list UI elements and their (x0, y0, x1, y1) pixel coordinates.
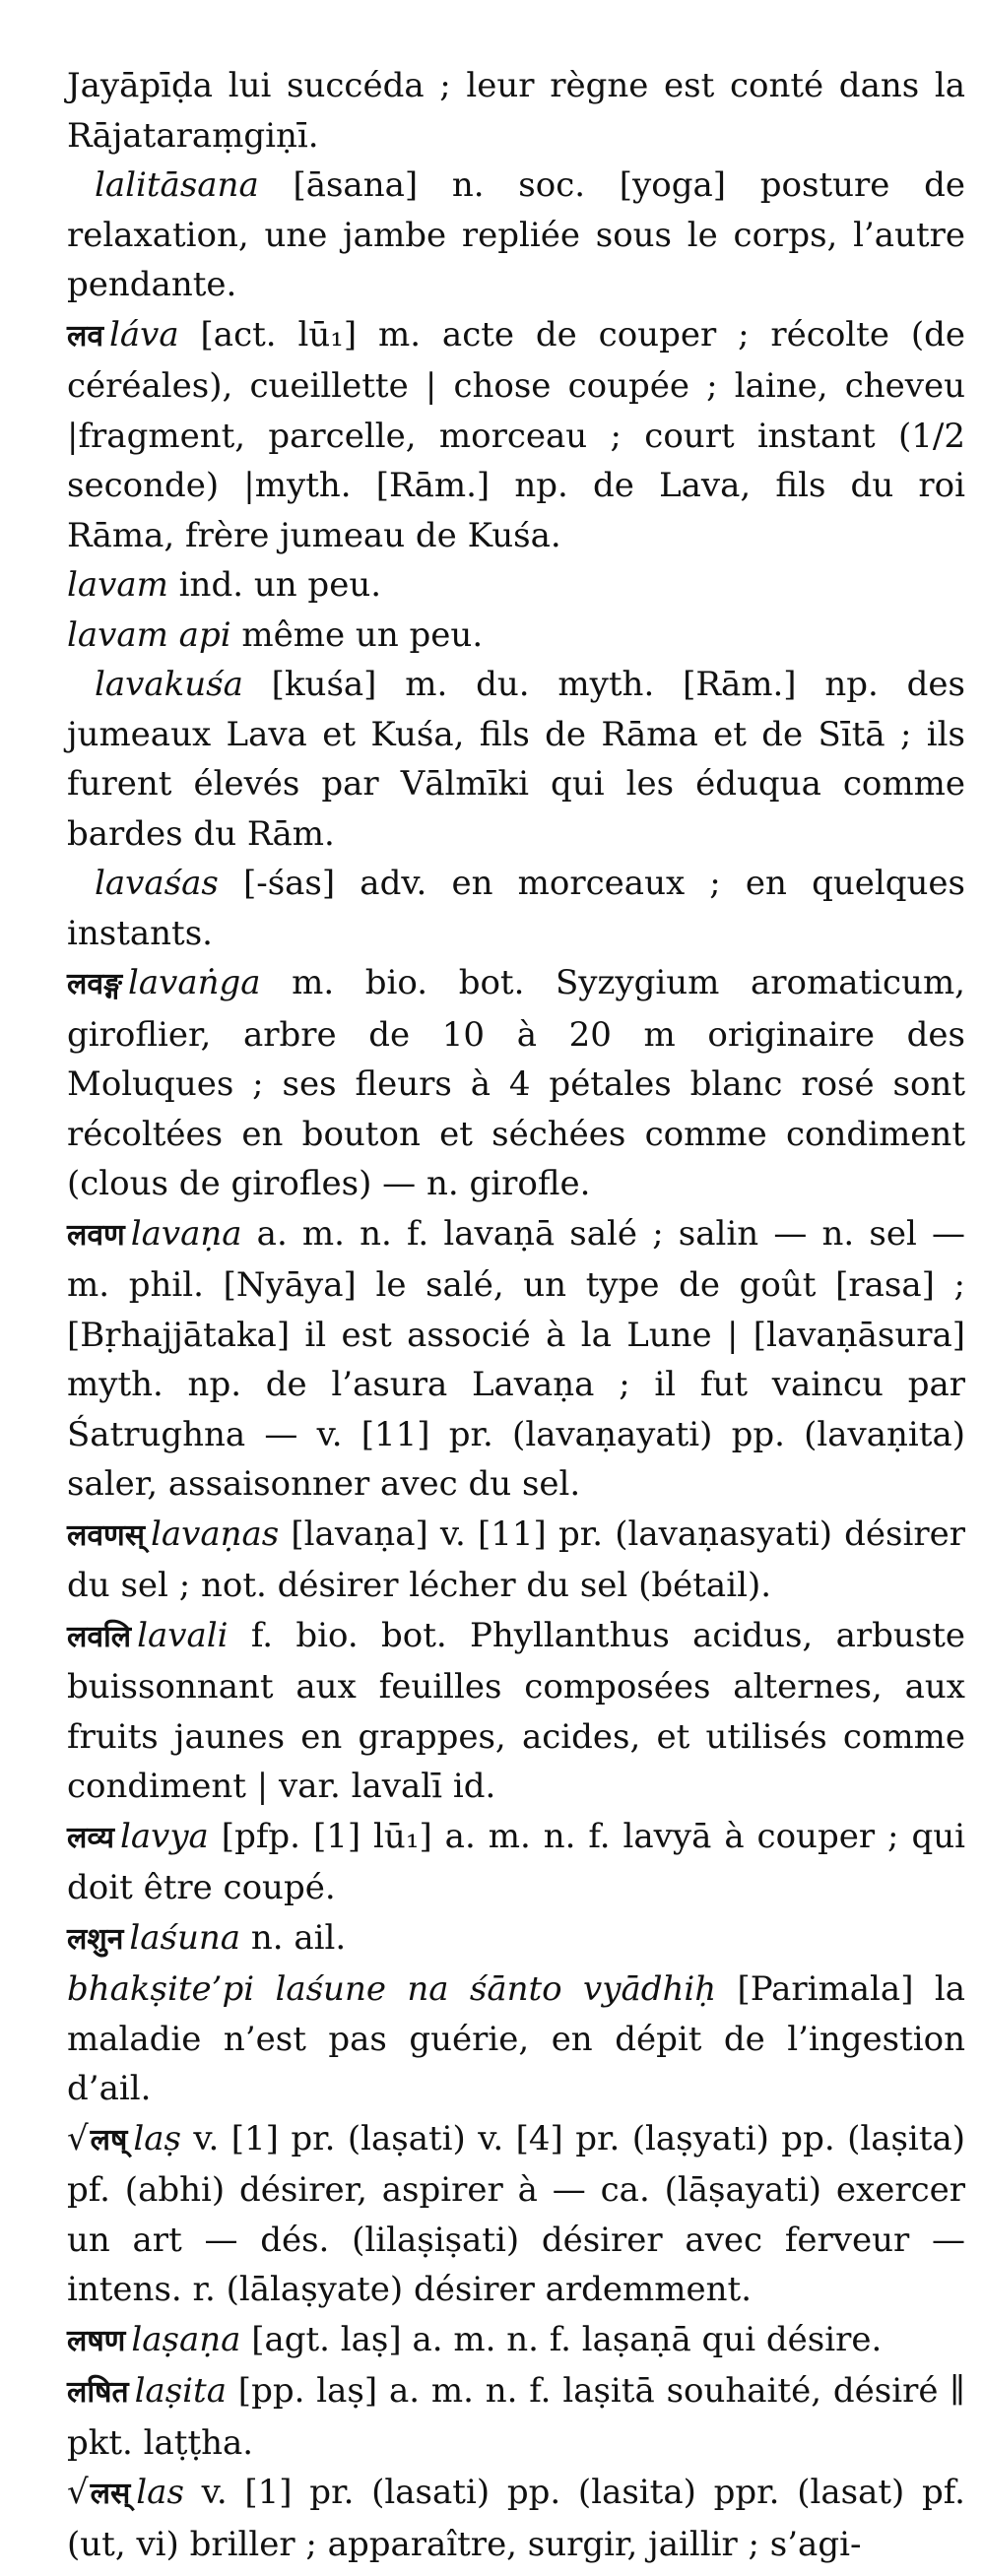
entry-lavana (67, 1209, 965, 1510)
devanagari-headword: लस् (90, 2477, 131, 2511)
entry-lavam (67, 560, 965, 611)
entry-bhaksite-quote (67, 1964, 965, 2114)
entry-text: même un peu. (230, 614, 484, 655)
devanagari-headword: लव (67, 318, 104, 354)
headword: lavaṇa (130, 1213, 242, 1254)
devanagari-headword: लशुन (67, 1921, 124, 1957)
entry-text: f. bio. bot. Phyllanthus acidus, arbuste buissonnant aux feuilles composées alternes, aux fruits jaunes en grappes, acides, et utilisés comme condiment | var. lavalī id. (67, 1615, 965, 1806)
entry-text: [āsana] n. soc. [yoga] posture de relaxation, une jambe repliée sous le corps, l’autre pendante. (67, 165, 965, 304)
entry-text: a. m. n. f. lavaṇā salé ; salin — n. sel — m. phil. [Nyāya] le salé, un type de goût [rasa] ; [Bṛhajjātaka] il est associé à la Lune | [lavaṇāsura] myth. np. de l’asura Lavaṇa ; il fut vaincu par Śatrughna — v. [11] pr. (lavaṇayati) pp. (lavaṇita) saler, assaisonner avec du sel. (67, 1213, 965, 1504)
entry-text: [pfp. [1] lū₁] a. m. n. f. lavyā à couper ; qui doit être coupé. (67, 1816, 965, 1907)
entry-las-root-2 (67, 2468, 965, 2569)
entry-text: m. bio. bot. Syzygium aromaticum, giroflier, arbre de 10 à 20 m originaire des Moluques ; ses fleurs à 4 pétales blanc rosé sont récoltées en bouton et séchées comme condiment (clous de girofles) — n. girofle. (67, 963, 965, 1203)
headword: bhakṣite’pi laśune na śānto vyādhiḥ (67, 1969, 717, 2009)
entry-text: [Parimala] la maladie n’est pas guérie, en dépit de l’ingestion d’ail. (67, 1969, 965, 2108)
entry-lavakusa (67, 660, 965, 859)
entry-text: v. [1] pr. (lasati) pp. (lasita) ppr. (lasat) pf. (ut, vi) briller ; apparaître, surgir, jaillir ; s’agi- (67, 2473, 965, 2564)
entry-lavasas (67, 859, 965, 958)
entry-lavam-api (67, 611, 965, 661)
headword: lavaṅga (128, 963, 261, 1002)
devanagari-headword: लष् (90, 2122, 128, 2157)
entry-text: [act. lū₁] m. acte de couper ; récolte (de céréales), cueillette | chose coupée ; laine, cheveu |fragment, parcelle, morceau ; court instant (1/2 seconde) |myth. [Rām.] np. de Lava, fils du roi Rāma, frère jumeau de Kuśa. (67, 314, 965, 555)
entry-text: [lavaṇa] v. [11] pr. (lavaṇasyati) désirer du sel ; not. désirer lécher du sel (bétail). (67, 1513, 965, 1605)
entry-text: ind. un peu. (167, 565, 382, 605)
entry-lasuna (67, 1913, 965, 1965)
devanagari-headword: लव्य (67, 1820, 114, 1855)
devanagari-headword: लषित (67, 2375, 129, 2410)
headword: lavam api (67, 614, 231, 655)
root-sign-icon: √ (67, 2118, 89, 2158)
headword: lavaśas (95, 864, 219, 903)
entry-text: [kuśa] m. du. myth. [Rām.] np. des jumeaux Lava et Kuśa, fils de Rāma et de Sītā ; ils furent élevés par Vālmīki qui les éduqua comme bardes du Rām. (67, 665, 965, 854)
headword: láva (109, 314, 179, 354)
entry-text: Jayāpīḍa lui succéda ; leur règne est conté dans la Rājataraṃgiṇī. (67, 66, 965, 156)
headword: lavam (67, 565, 168, 605)
entry-lava (67, 310, 965, 561)
entry-lavanga (67, 958, 965, 1209)
devanagari-headword: लषण (67, 2323, 126, 2358)
headword: laṣita (134, 2371, 227, 2411)
headword: las (136, 2473, 184, 2512)
entry-text: [pp. laṣ] a. m. n. f. laṣitā souhaité, désiré ∥ pkt. laṭṭha. (67, 2371, 965, 2463)
entry-continuation (67, 61, 965, 161)
entry-lasana (67, 2315, 965, 2367)
dictionary-page (67, 61, 965, 2569)
entry-lalitasana (67, 161, 965, 310)
entry-text: n. ail. (240, 1917, 347, 1958)
devanagari-headword: लवलि (67, 1619, 132, 1654)
entry-las-root (67, 2114, 965, 2315)
headword: laśuna (129, 1917, 241, 1958)
devanagari-headword: लवणस् (67, 1517, 145, 1553)
devanagari-headword: लवण (67, 1217, 125, 1253)
entry-text: v. [1] pr. (laṣati) v. [4] pr. (laṣyati) pp. (laṣita) pf. (abhi) désirer, aspirer à — ca. (lāṣayati) exercer un art — dés. (lilaṣiṣati) désirer avec ferveur — intens. r. (lālaṣyate) désirer ardemment. (67, 2118, 965, 2309)
headword: lalitāsana (95, 165, 259, 205)
headword: laṣaṇa (131, 2319, 241, 2359)
entry-lasita (67, 2366, 965, 2468)
devanagari-headword: लवङ्ग (67, 967, 123, 1001)
headword: lavakuśa (95, 665, 243, 704)
headword: lavali (137, 1615, 229, 1655)
entry-lavali (67, 1611, 965, 1812)
headword: lavaṇas (151, 1513, 280, 1554)
headword: lavya (120, 1816, 209, 1856)
root-sign-icon: √ (67, 2473, 89, 2512)
headword: laṣ (133, 2118, 181, 2158)
entry-lavanas (67, 1510, 965, 1611)
entry-text: [agt. laṣ] a. m. n. f. laṣaṇā qui désire. (240, 2319, 883, 2359)
entry-lavya (67, 1812, 965, 1913)
entry-text: [-śas] adv. en morceaux ; en quelques instants. (67, 864, 965, 953)
